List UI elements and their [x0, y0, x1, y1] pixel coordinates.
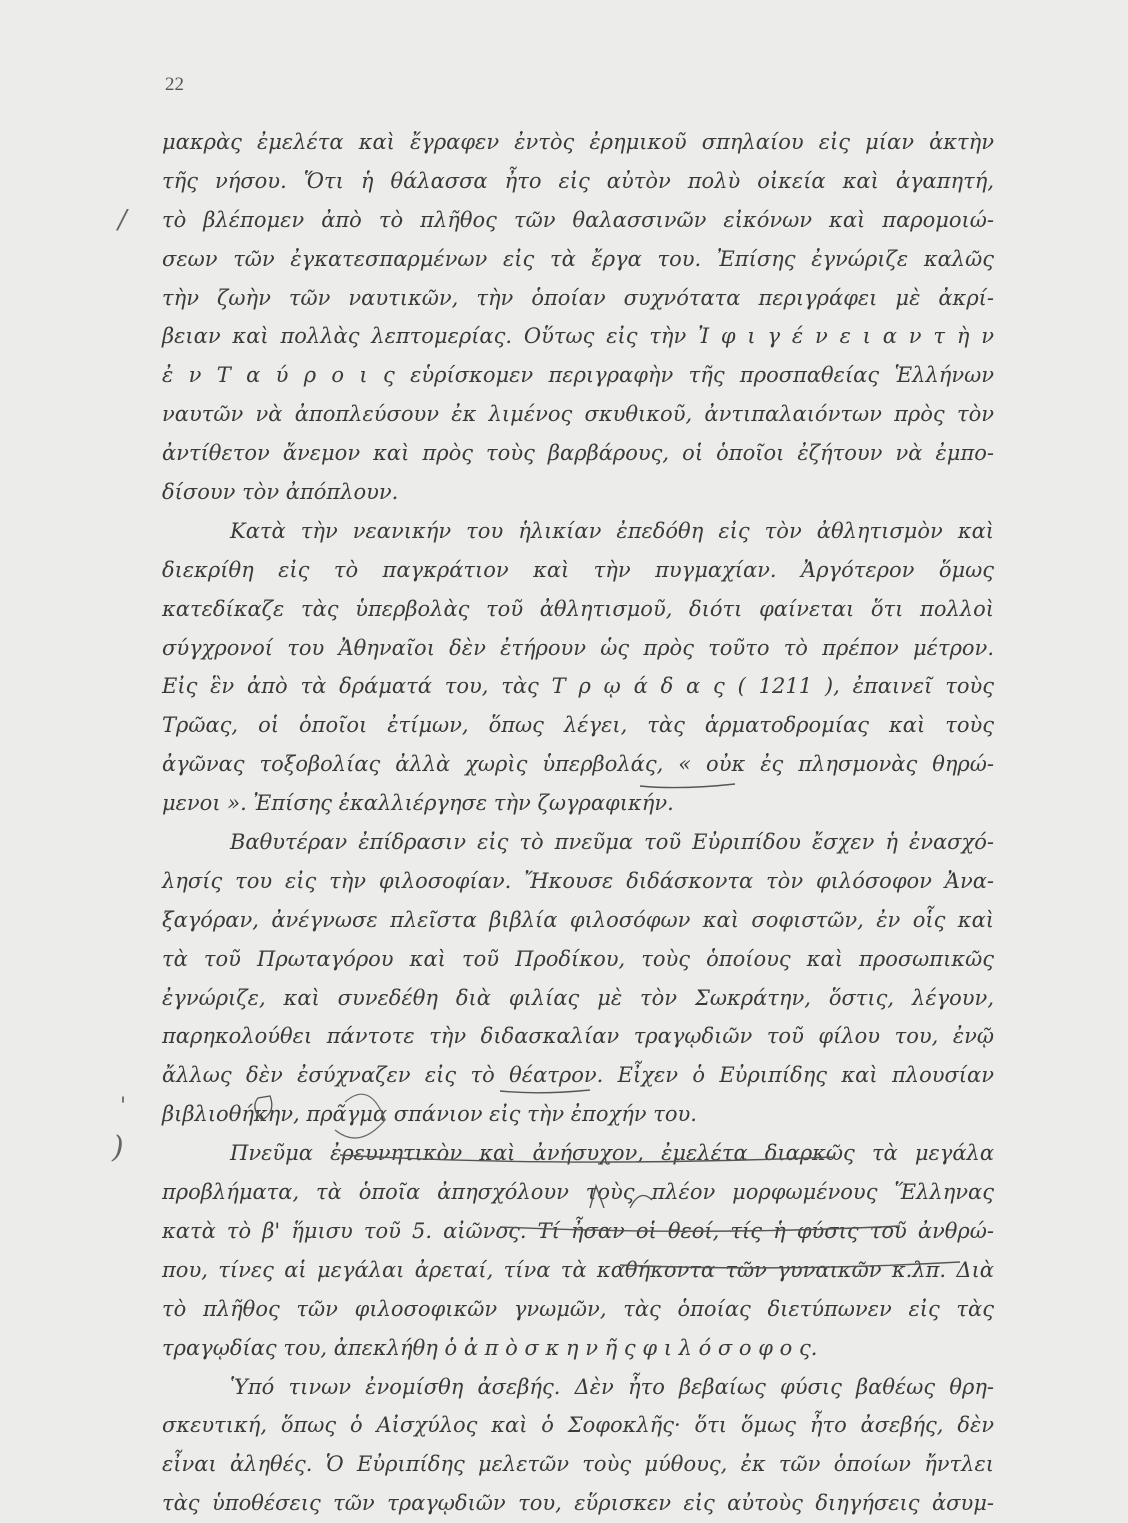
text-line: ἐγνώριζε, καὶ συνεδέθη διὰ φιλίας μὲ τὸν Σωκράτην, ὅστις, λέγουν, [162, 985, 994, 1010]
text-line: διεκρίθη εἰς τὸ παγκράτιον καὶ τὴν πυγμαχίαν. Ἀργότερον ὅμως [162, 557, 994, 582]
text-line: σεων τῶν ἐγκατεσπαρμένων εἰς τὰ ἔργα του. Ἐπίσης ἐγνώριζε καλῶς [162, 246, 994, 271]
text-line: βειαν καὶ πολλὰς λεπτομερίας. Οὕτως εἰς τὴν Ἰ φ ι γ έ ν ε ι α ν τ ὴ ν [162, 324, 994, 349]
underline-aretai [340, 1155, 835, 1162]
text-line: ἀγῶνας τοξοβολίας ἀλλὰ χωρὶς ὑπερβολάς, « οὐκ ἐς πλησμονὰς θηρώ- [162, 752, 994, 777]
text-line: ξαγόραν, ἀνέγνωσε πλεῖστα βιβλία φιλοσόφων καὶ σοφιστῶν, ἐν οἷς καὶ [162, 907, 994, 932]
text-line: τὸ βλέπομεν ἀπὸ τὸ πλῆθος τῶν θαλασσινῶν εἰκόνων καὶ παρομοιώ- [162, 207, 994, 232]
text-line: βιβλιοθήκην, πρᾶγμα σπάνιον εἰς τὴν ἐποχήν του. [162, 1102, 697, 1127]
text-line: Τρῶας, οἱ ὁποῖοι ἐτίμων, ὅπως λέγει, τὰς ἁρματοδρομίας καὶ τοὺς [162, 713, 994, 738]
text-line: μακρὰς ἐμελέτα καὶ ἔγραφεν ἐντὸς ἐρημικοῦ σπηλαίου εἰς μίαν ἀκτὴν [162, 130, 994, 154]
text-line: τὸ πλῆθος τῶν φιλοσοφικῶν γνωμῶν, τὰς ὁποίας διετύπωνεν εἰς τὰς [162, 1296, 994, 1321]
circle-beta [255, 1096, 272, 1120]
text-line: Πνεῦμα ἐρευνητικὸν καὶ ἀνήσυχον, ἐμελέτα διαρκῶς τὰ μεγάλα [230, 1141, 994, 1166]
text-line: ἄλλως δὲν ἐσύχναζεν εἰς τὸ θέατρον. Εἶχεν ὁ Εὐριπίδης καὶ πλουσίαν [162, 1063, 994, 1088]
margin-mark-tick: ' [120, 1094, 127, 1119]
text-line: ναυτῶν νὰ ἀποπλεύσουν ἐκ λιμένος σκυθικοῦ, ἀντιπαλαιόντων πρὸς τὸν [162, 402, 994, 427]
text-line: σύγχρονοί του Ἀθηναῖοι δὲν ἐτήρουν ὡς πρὸς τοῦτο τὸ πρέπον μέτρον. [162, 635, 994, 660]
underline-ta-opoia [500, 1090, 590, 1093]
text-line: Βαθυτέραν ἐπίδρασιν εἰς τὸ πνεῦμα τοῦ Εὐριπίδου ἔσχεν ἡ ἐνασχό- [230, 830, 994, 855]
text-line: παρηκολούθει πάντοτε τὴν διδασκαλίαν τραγῳδιῶν τοῦ φίλου του, ἐνῷ [162, 1024, 994, 1049]
text-line: τὰ τοῦ Πρωταγόρου καὶ τοῦ Προδίκου, τοὺς ὁποίους καὶ προσωπικῶς [162, 946, 994, 971]
text-line: λησίς του εἰς τὴν φιλοσοφίαν. Ἤκουσε διδάσκοντα τὸν φιλόσοφον Ἀνα- [162, 868, 994, 893]
text-line: τὰς ὑποθέσεις τῶν τραγῳδιῶν του, εὕρισκεν εἰς αὐτοὺς διηγήσεις ἀσυμ- [162, 1491, 994, 1516]
text-line: προβλήματα, τὰ ὁποῖα ἀπησχόλουν τοὺς πλέον μορφωμένους Ἕλληνας [162, 1180, 994, 1205]
text-line: τραγῳδίας του, ἀπεκλήθη ὁ ἀ π ὸ σ κ η ν ῆ ς φ ι λ ό σ ο φ ο ς. [162, 1335, 818, 1360]
text-line: που, τίνες αἱ μεγάλαι ἀρεταί, τίνα τὰ καθήκοντα τῶν γυναικῶν κ.λπ. Διὰ [162, 1257, 994, 1282]
underline-zografikin [640, 784, 735, 788]
text-line: μενοι ». Ἐπίσης ἐκαλλιέργησε τὴν ζωγραφικήν. [162, 791, 674, 816]
underline-apo-skinis [500, 1226, 900, 1231]
text-line: εἶναι ἀληθές. Ὁ Εὐριπίδης μελετῶν τοὺς μύθους, ἐκ τῶν ὁποίων ἤντλει [162, 1452, 994, 1477]
text-line: ἀντίθετον ἄνεμον καὶ πρὸς τοὺς βαρβάρους, οἱ ὁποῖοι ἐζήτουν νὰ ἐμπο- [162, 441, 994, 466]
page-number: 22 [165, 74, 184, 95]
text-line: σκευτική, ὅπως ὁ Αἰσχύλος καὶ ὁ Σοφοκλῆς· ὅτι ὅμως ἦτο ἀσεβής, δὲν [162, 1413, 994, 1438]
underline-fysis-batheos [620, 1262, 960, 1268]
margin-mark-slash: / [118, 205, 127, 235]
text-line: τῆς νήσου. Ὅτι ἡ θάλασσα ἦτο εἰς αὐτὸν πολὺ οἰκεία καὶ ἀγαπητή, [162, 168, 994, 193]
text-line: Κατὰ τὴν νεανικήν του ἡλικίαν ἐπεδόθη εἰς τὸν ἀθλητισμὸν καὶ [230, 518, 994, 543]
text-line: Εἰς ἓν ἀπὸ τὰ δράματά του, τὰς Τ ρ ῳ ά δ α ς ( 1211 ), ἐπαινεῖ τοὺς [162, 674, 994, 699]
text-line: Ὑπό τινων ἐνομίσθη ἀσεβής. Δὲν ἦτο βεβαίως φύσις βαθέως θρη- [230, 1374, 994, 1399]
text-line: ἐ ν Τ α ύ ρ ο ι ς εὑρίσκομεν περιγραφὴν τῆς προσπαθείας Ἑλλήνων [162, 363, 994, 388]
text-line: δίσουν τὸν ἀπόπλουν. [162, 480, 399, 505]
scribble-mark [335, 1094, 385, 1138]
text-line: κατὰ τὸ β' ἥμισυ τοῦ 5. αἰῶνος. Τί ἦσαν οἱ θεοί, τίς ἡ φύσις τοῦ ἀνθρώ- [162, 1218, 994, 1243]
pencil-tick-a [590, 1186, 604, 1208]
pencil-tick-b [630, 1196, 652, 1209]
margin-mark-paren: ) [112, 1130, 124, 1165]
text-line: κατεδίκαζε τὰς ὑπερβολὰς τοῦ ἀθλητισμοῦ, διότι φαίνεται ὅτι πολλοὶ [162, 596, 994, 621]
text-line: τὴν ζωὴν τῶν ναυτικῶν, τὴν ὁποίαν συχνότατα περιγράφει μὲ ἀκρί- [162, 285, 994, 310]
